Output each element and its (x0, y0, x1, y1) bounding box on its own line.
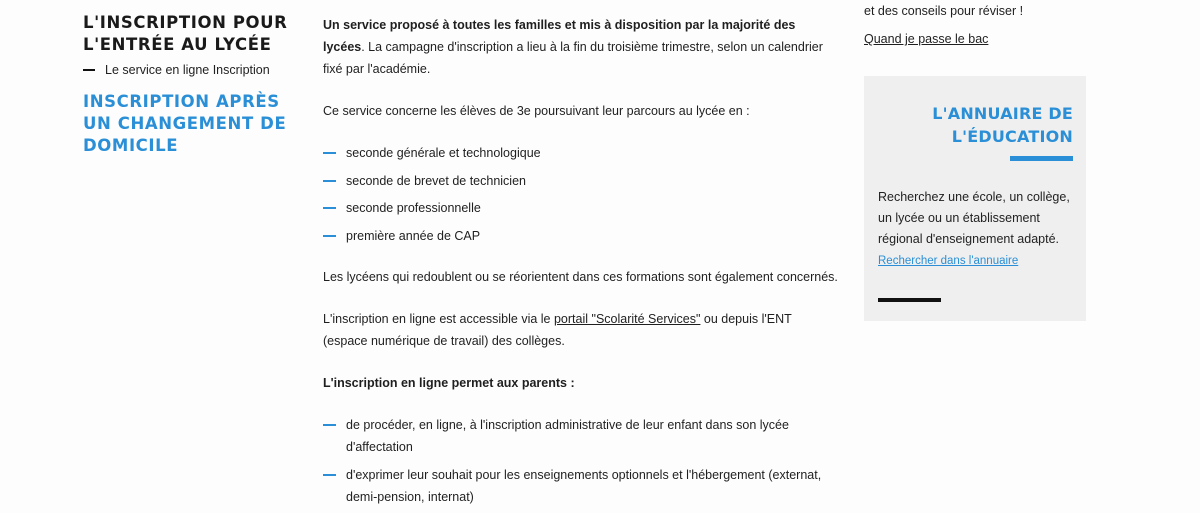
scolarite-services-link[interactable]: portail "Scolarité Services" (553, 312, 701, 326)
access-text-before: L'inscription en ligne est accessible via le (323, 312, 554, 326)
right-top-block (864, 0, 1104, 50)
sidebar-item-service-en-ligne[interactable] (83, 63, 298, 77)
annuaire-card (864, 76, 1086, 321)
list-item: de procéder, en ligne, à l'inscription administrative de leur enfant dans son lycée d'affectation (323, 414, 838, 458)
annuaire-search-link[interactable]: Rechercher dans l'annuaire (878, 255, 1019, 267)
dash-icon (83, 69, 95, 71)
left-sidebar (83, 12, 298, 157)
sidebar-link-changement-domicile[interactable]: INSCRIPTION APRÈS UN CHANGEMENT DE DOMICILE (83, 92, 287, 155)
list-item: première année de CAP (323, 225, 838, 247)
redouble-paragraph: Les lycéens qui redoublent ou se réorientent dans ces formations sont également concernés. (323, 270, 838, 284)
list-item: d'exprimer leur souhait pour les enseignements optionnels et l'hébergement (externat, demi-pension, internat) (323, 464, 838, 508)
card-bottom-bar (878, 298, 941, 302)
access-paragraph (323, 308, 838, 352)
main-content (323, 14, 838, 513)
permissions-list (323, 414, 838, 508)
intro-rest: . La campagne d'inscription a lieu à la fin du troisième trimestre, selon un calendrier fixé par l'académie. (323, 40, 823, 76)
card-title-line1: L'ANNUAIRE DE (932, 104, 1073, 123)
list-item: seconde générale et technologique (323, 142, 838, 164)
sidebar-item-label[interactable]: Le service en ligne Inscription (105, 63, 270, 77)
accent-bar (1010, 156, 1073, 161)
list-item: seconde professionnelle (323, 197, 838, 219)
intro-strong: Un service proposé à toutes les familles et mis à disposition par la majorité des lycées (323, 18, 796, 54)
permit-heading: L'inscription en ligne permet aux parents : (323, 376, 575, 390)
card-title (932, 102, 1073, 148)
bac-text: et des conseils pour réviser ! (864, 4, 1024, 18)
bac-link[interactable]: Quand je passe le bac (864, 32, 989, 46)
card-title-line2: L'ÉDUCATION (951, 127, 1073, 146)
card-description: Recherchez une école, un collège, un lycée ou un établissement régional d'enseignement adapté. (878, 190, 1070, 246)
intro-paragraph (323, 14, 838, 80)
concerns-paragraph: Ce service concerne les élèves de 3e poursuivant leur parcours au lycée en : (323, 104, 750, 118)
sidebar-title-inscription: L'INSCRIPTION POUR L'ENTRÉE AU LYCÉE (83, 13, 288, 54)
list-item: seconde de brevet de technicien (323, 170, 838, 192)
access-text-after: ou depuis l'ENT (espace numérique de travail) des collèges. (323, 312, 792, 348)
formations-list (323, 142, 838, 247)
